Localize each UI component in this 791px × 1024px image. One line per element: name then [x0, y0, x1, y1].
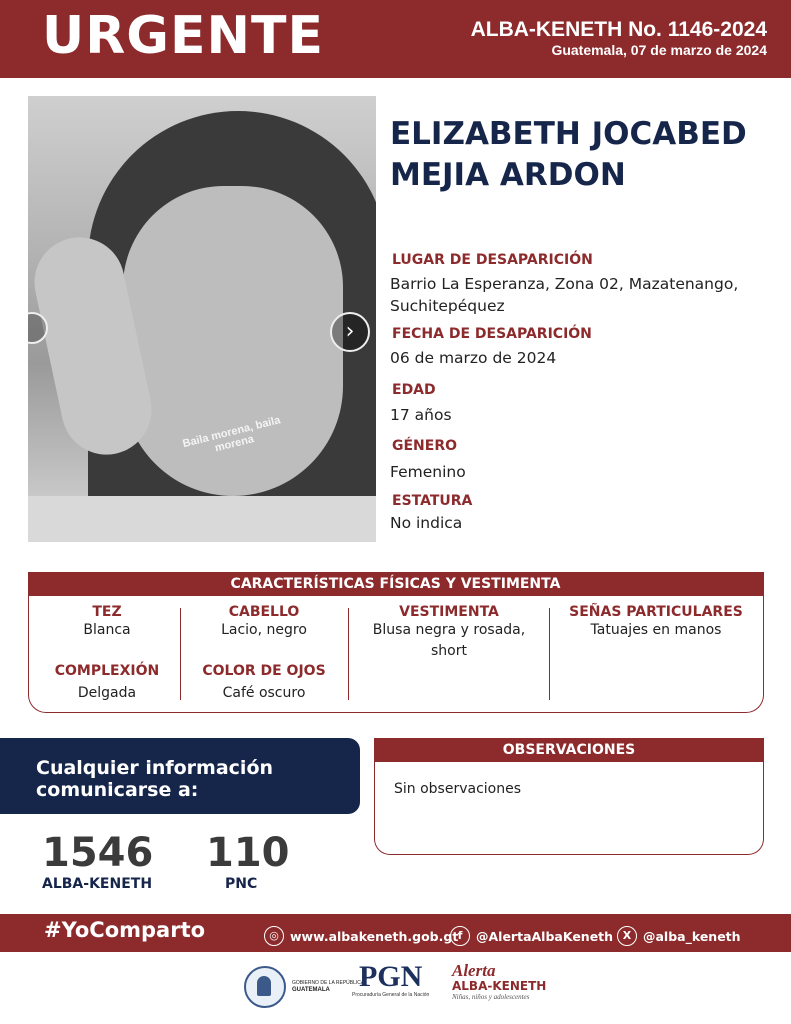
column-divider: [180, 608, 181, 700]
disappearance-date-value: 06 de marzo de 2024: [390, 349, 557, 367]
clothing-label: VESTIMENTA: [399, 604, 499, 620]
hair-value: Lacio, negro: [221, 622, 307, 638]
contact-line1: Cualquier información: [36, 757, 274, 779]
twitter-text[interactable]: @alba_keneth: [643, 928, 741, 944]
next-photo-icon[interactable]: ›: [330, 312, 370, 352]
clothing-value: Blusa negra y rosada, short: [372, 622, 526, 659]
contact-line2: comunicarse a:: [36, 779, 199, 801]
facebook-text[interactable]: @AlertaAlbaKeneth: [476, 928, 614, 944]
alba-name-text: ALBA-KENETH: [452, 979, 547, 993]
eye-color-value: Café oscuro: [222, 685, 306, 701]
website-text[interactable]: www.albakeneth.gob.gt: [290, 928, 459, 944]
missing-person-photo: [28, 96, 376, 542]
gender-value: Femenino: [390, 463, 466, 481]
x-twitter-icon: X: [617, 926, 637, 946]
eye-color-label: COLOR DE OJOS: [202, 663, 326, 679]
alba-keneth-number[interactable]: 1546: [42, 830, 154, 876]
skin-label: TEZ: [92, 604, 122, 620]
pnc-number[interactable]: 110: [206, 830, 290, 876]
height-label: ESTATURA: [392, 493, 473, 509]
alba-alerta-text: Alerta: [452, 961, 496, 980]
hair-label: CABELLO: [228, 604, 300, 620]
age-value: 17 años: [390, 406, 452, 424]
website-link[interactable]: [264, 926, 458, 946]
government-line2: GUATEMALA: [292, 987, 330, 993]
clothing-column: [354, 604, 544, 662]
disappearance-place-value: Barrio La Esperanza, Zona 02, Mazatenango, Suchitepéquez: [390, 275, 739, 315]
government-logo: [244, 966, 364, 1008]
facebook-icon: f: [450, 926, 470, 946]
hashtag: #YoComparto: [44, 918, 206, 942]
alba-tagline: Niñas, niños y adolescentes: [452, 993, 530, 1001]
hair-eyes-column: [184, 604, 344, 704]
build-value: Delgada: [77, 685, 137, 701]
contact-text: [36, 757, 273, 801]
globe-icon: ◎: [264, 926, 284, 946]
alert-code: ALBA-KENETH No. 1146-2024: [470, 18, 767, 41]
coat-of-arms-icon: [244, 966, 286, 1008]
pgn-wordmark: PGN: [358, 960, 423, 993]
disappearance-place-label: LUGAR DE DESAPARICIÓN: [392, 252, 593, 268]
alba-keneth-logo: [452, 962, 546, 1001]
distinguishing-marks-value: Tatuajes en manos: [590, 622, 722, 638]
urgent-title: URGENTE: [42, 6, 324, 66]
observations-text: Sin observaciones: [394, 781, 522, 797]
column-divider: [348, 608, 349, 700]
person-name: [390, 114, 785, 196]
column-divider: [549, 608, 550, 700]
build-label: COMPLEXIÓN: [54, 663, 160, 679]
facebook-link[interactable]: [450, 926, 613, 946]
person-name-line1: ELIZABETH JOCABED: [390, 116, 747, 152]
disappearance-date-label: FECHA DE DESAPARICIÓN: [392, 326, 592, 342]
alert-place-date: Guatemala, 07 de marzo de 2024: [551, 42, 767, 58]
height-value: No indica: [390, 514, 463, 532]
age-label: EDAD: [392, 382, 436, 398]
characteristics-title: CARACTERÍSTICAS FÍSICAS Y VESTIMENTA: [28, 572, 763, 596]
photo-caption: Baila morena, baila morena: [181, 414, 282, 455]
pgn-logo: [352, 962, 429, 998]
alba-keneth-number-label: ALBA-KENETH: [42, 876, 153, 892]
pgn-subtitle: Procuraduría General de la Nación: [352, 992, 430, 998]
person-name-line2: MEJIA ARDON: [390, 157, 626, 193]
observations-title: OBSERVACIONES: [374, 738, 764, 762]
complexion-tez-column: [40, 604, 174, 704]
government-line1: GOBIERNO DE LA REPÚBLICA: [292, 980, 365, 986]
gender-label: GÉNERO: [392, 438, 458, 454]
pnc-number-label: PNC: [225, 876, 258, 892]
twitter-link[interactable]: [617, 926, 741, 946]
skin-value: Blanca: [83, 622, 131, 638]
marks-column: [553, 604, 759, 641]
distinguishing-marks-label: SEÑAS PARTICULARES: [569, 604, 743, 620]
